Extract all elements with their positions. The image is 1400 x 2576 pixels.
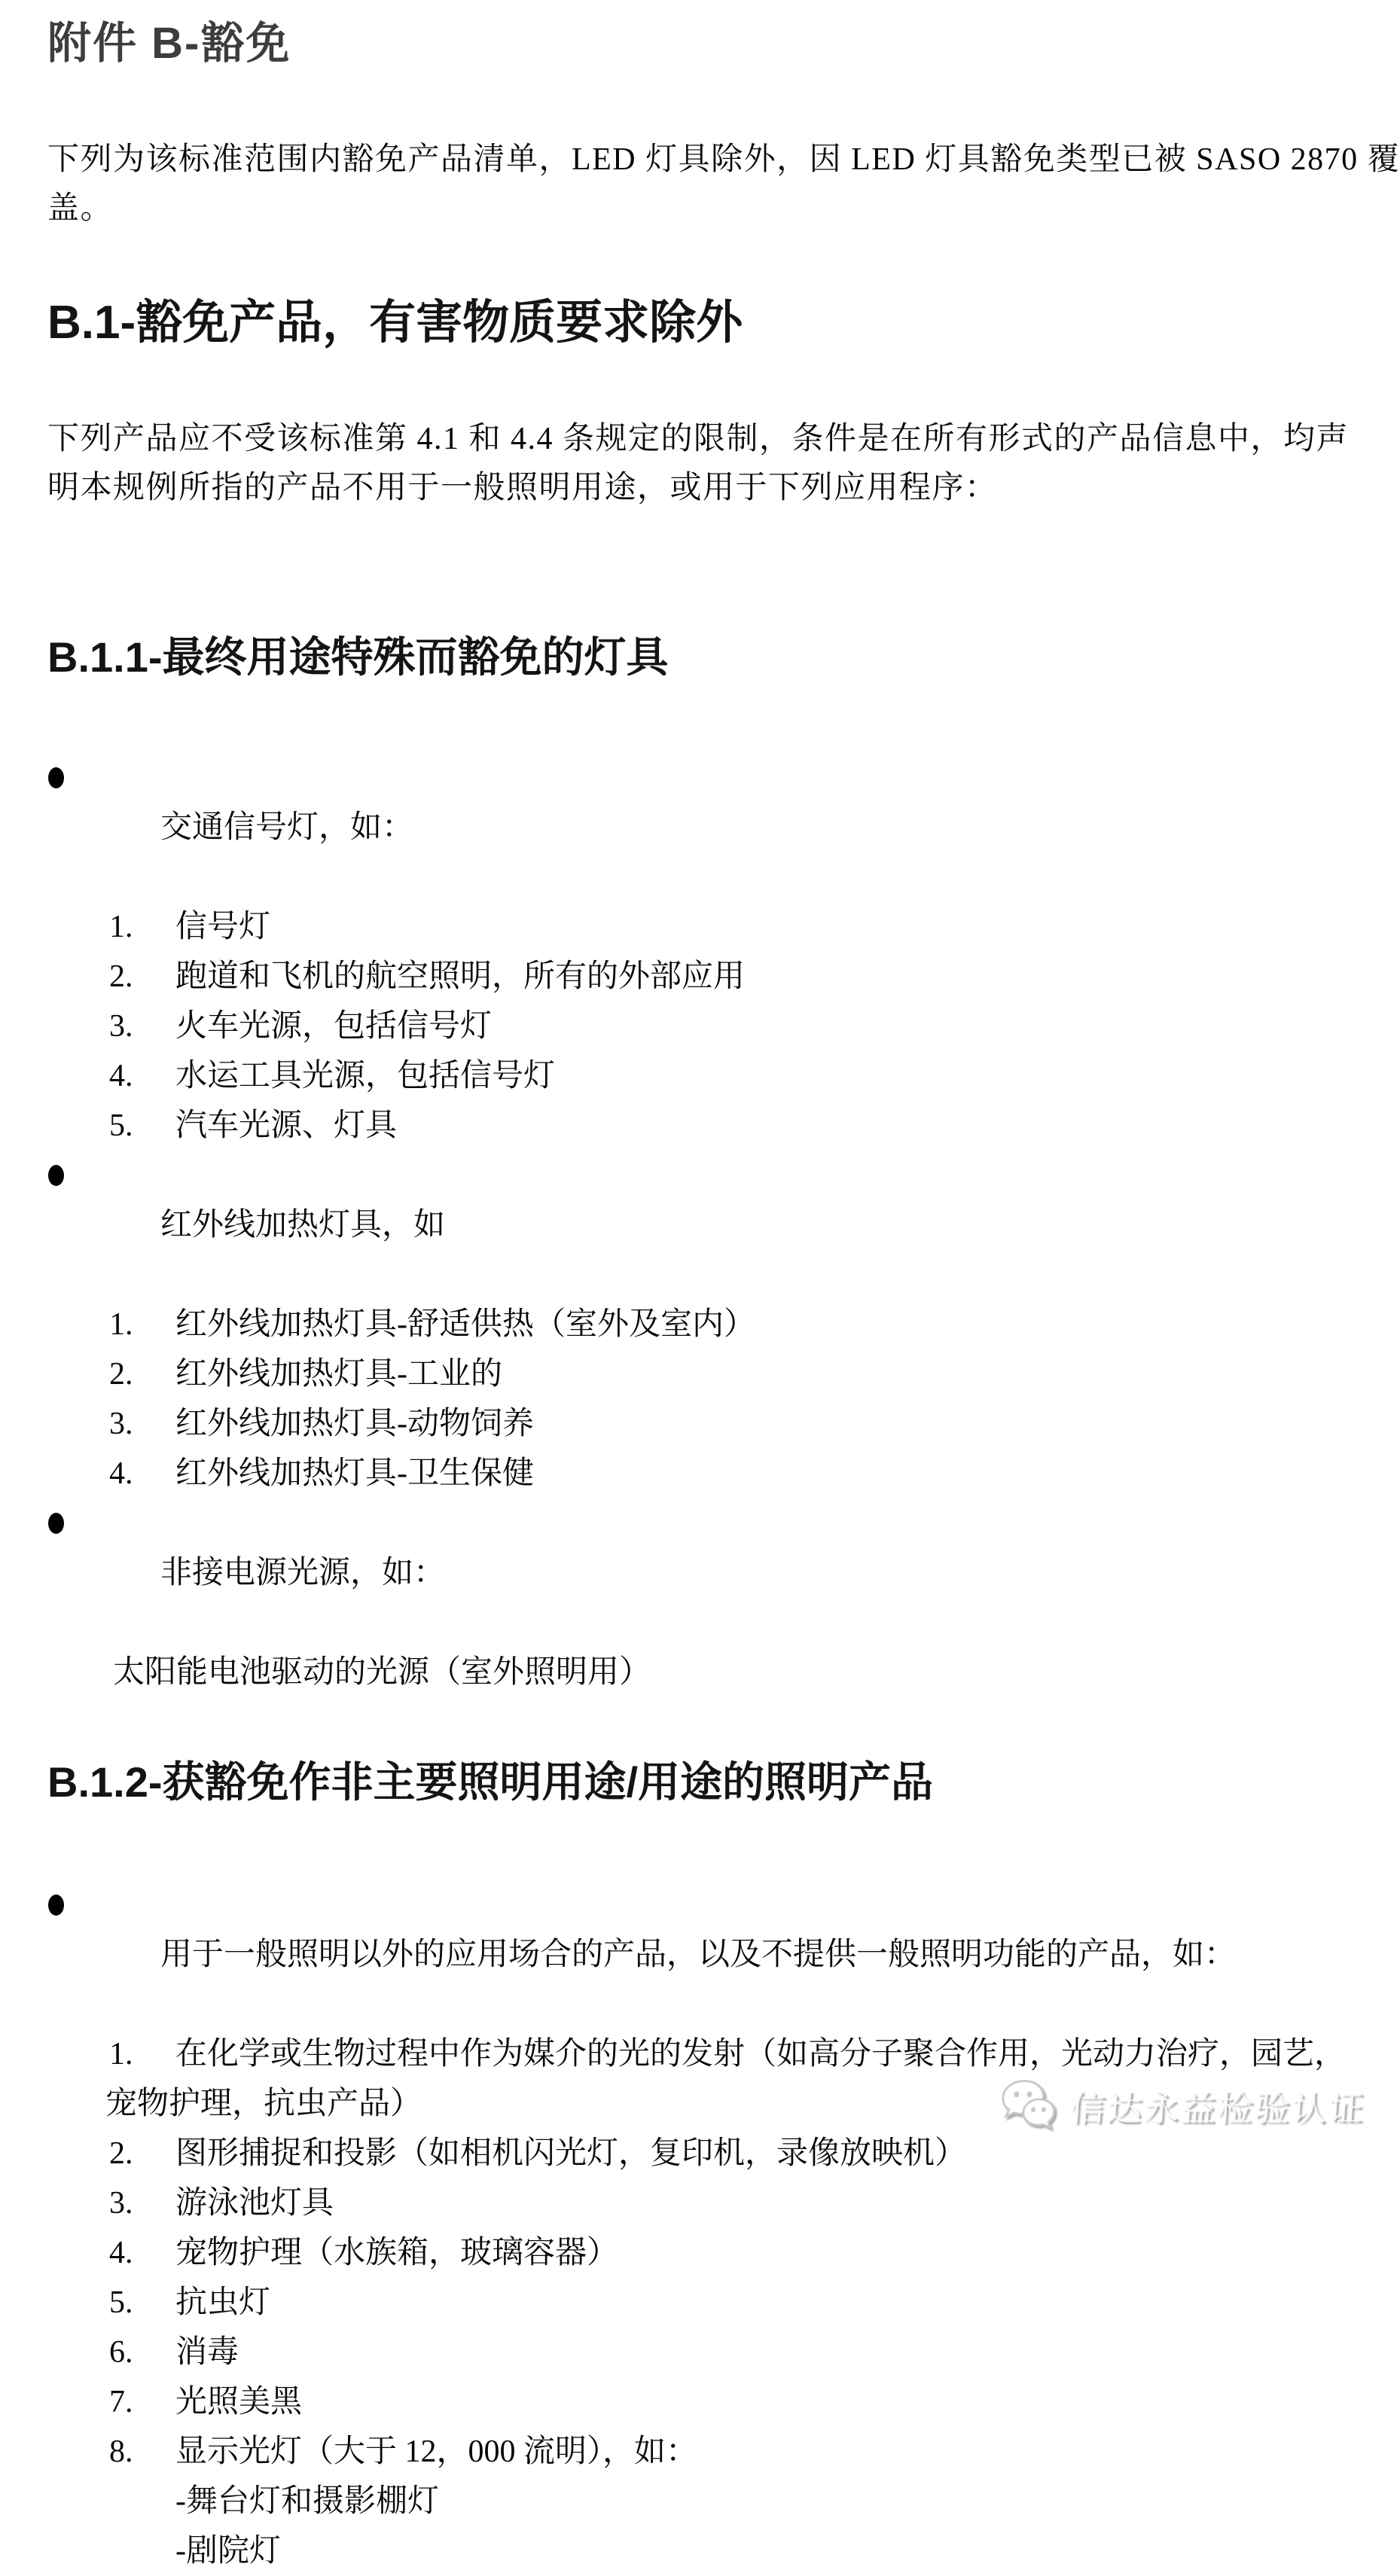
list-item: 5. 抗虫灯	[109, 2285, 271, 2320]
intro-line-2: 盖。	[47, 191, 114, 226]
section-b11-list	[0, 753, 1389, 1697]
bullet-label: 红外线加热灯具，如	[160, 1208, 446, 1242]
bullet-dot	[48, 767, 64, 788]
page-title: 附件 B-豁免	[47, 19, 291, 68]
intro-line-1: 下列为该标准范围内豁免产品清单，LED 灯具除外，因 LED 灯具豁免类型已被 SASO 2870 覆	[47, 142, 1400, 177]
bullet-label: 非接电源光源，如：	[160, 1556, 446, 1590]
list-item: 3. 火车光源，包括信号灯	[109, 1009, 493, 1044]
section-b1-paragraph	[47, 415, 1389, 513]
list-item: 3. 游泳池灯具	[109, 2186, 334, 2221]
b1-para-line-1: 下列产品应不受该标准第 4.1 和 4.4 条规定的限制，条件是在所有形式的产品信息中，均声	[47, 422, 1350, 456]
watermark	[996, 2076, 1367, 2135]
list-item: 2. 红外线加热灯具-工业的	[109, 1357, 502, 1392]
bullet-label: 用于一般照明以外的应用场合的产品，以及不提供一般照明功能的产品，如：	[160, 1937, 1237, 1972]
bullet-dot	[48, 1513, 64, 1534]
wechat-icon	[996, 2076, 1061, 2135]
list-note: 太阳能电池驱动的光源（室外照明用）	[113, 1655, 651, 1690]
section-b1-heading: B.1-豁免产品，有害物质要求除外	[47, 297, 743, 349]
list-subitem: -剧院灯	[175, 2534, 281, 2568]
list-item: 4. 水运工具光源，包括信号灯	[109, 1059, 556, 1093]
section-b12-list	[0, 1880, 1389, 2576]
list-item: 3. 红外线加热灯具-动物饲养	[109, 1407, 534, 1441]
list-item: 4. 红外线加热灯具-卫生保健	[109, 1456, 534, 1491]
list-item: 6. 消毒	[109, 2335, 239, 2370]
list-item: 4. 宠物护理（水族箱，玻璃容器）	[109, 2236, 619, 2270]
list-item: 1. 信号灯	[109, 910, 271, 944]
bullet-dot	[48, 1895, 64, 1916]
section-b12-heading: B.1.2-获豁免作非主要照明用途/用途的照明产品	[47, 1758, 934, 1806]
watermark-text: 信达永益检验认证	[1068, 2087, 1367, 2128]
intro-paragraph	[47, 136, 1400, 233]
list-item: 1. 在化学或生物过程中作为媒介的光的发射（如高分子聚合作用，光动力治疗，园艺，	[109, 2037, 1347, 2071]
list-item: 8. 显示光灯（大于 12，000 流明），如：	[109, 2434, 698, 2469]
list-subitem: -舞台灯和摄影棚灯	[175, 2484, 439, 2519]
bullet-label: 交通信号灯，如：	[160, 810, 414, 845]
list-item-continuation: 宠物护理，抗虫产品）	[105, 2087, 422, 2121]
list-item: 5. 汽车光源、灯具	[109, 1108, 398, 1143]
b1-para-line-2: 明本规例所指的产品不用于一般照明用途，或用于下列应用程序：	[47, 471, 998, 505]
bullet-item	[0, 1880, 1389, 2029]
list-item: 2. 跑道和飞机的航空照明，所有的外部应用	[109, 959, 746, 994]
bullet-item	[0, 1151, 1389, 1300]
list-item: 7. 光照美黑	[109, 2385, 303, 2419]
list-item: 2. 图形捕捉和投影（如相机闪光灯，复印机，录像放映机）	[109, 2136, 967, 2171]
bullet-dot	[48, 1165, 64, 1186]
bullet-item	[0, 1498, 1389, 1648]
section-b11-heading: B.1.1-最终用途特殊而豁免的灯具	[47, 633, 669, 681]
list-item: 1. 红外线加热灯具-舒适供热（室外及室内）	[109, 1307, 755, 1342]
bullet-item	[0, 753, 1389, 902]
